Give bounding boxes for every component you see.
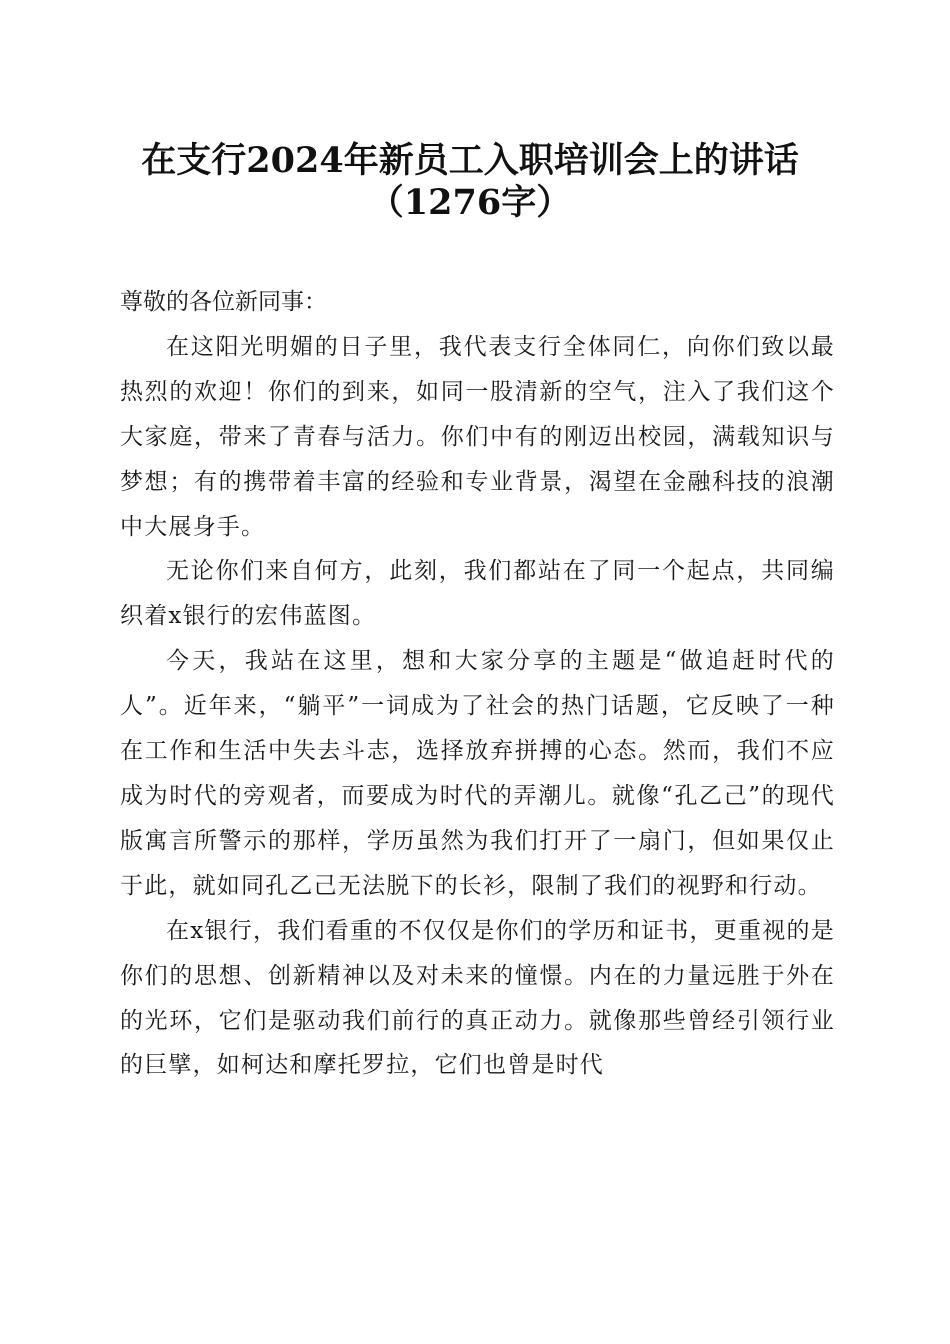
document-body [120,280,835,1088]
paragraph-theme: 今天，我站在这里，想和大家分享的主题是“做追赶时代的人”。近年来，“躺平”一词成为了社会的热门话题，它反映了一种在工作和生活中失去斗志，选择放弃拼搏的心态。然而，我们不应成为时代的旁观者，而要成为时代的弄潮儿。就像“孔乙己”的现代版寓言所警示的那样，学历虽然为我们打开了一扇门，但如果仅止于此，就如同孔乙己无法脱下的长衫，限制了我们的视野和行动。 [120,648,835,899]
paragraph-values: 在x银行，我们看重的不仅仅是你们的学历和证书，更重视的是你们的思想、创新精神以及对未来的憧憬。内在的力量远胜于外在的光环，它们是驱动我们前行的真正动力。就像那些曾经引领行业的巨擘，如柯达和摩托罗拉，它们也曾是时代 [120,917,835,1079]
salutation: 尊敬的各位新同事： [120,289,327,315]
paragraph-starting-point: 无论你们来自何方，此刻，我们都站在了同一个起点，共同编织着x银行的宏伟蓝图。 [120,558,835,630]
document-title: 在支行2024年新员工入职培训会上的讲话 [141,140,799,181]
paragraph-welcome: 在这阳光明媚的日子里，我代表支行全体同仁，向你们致以最热烈的欢迎！你们的到来，如同一股清新的空气，注入了我们这个大家庭，带来了青春与活力。你们中有的刚迈出校园，满载知识与梦想；有的携带着丰富的经验和专业背景，渴望在金融科技的浪潮中大展身手。 [120,333,835,540]
document-word-count: （1276字） [368,182,572,223]
